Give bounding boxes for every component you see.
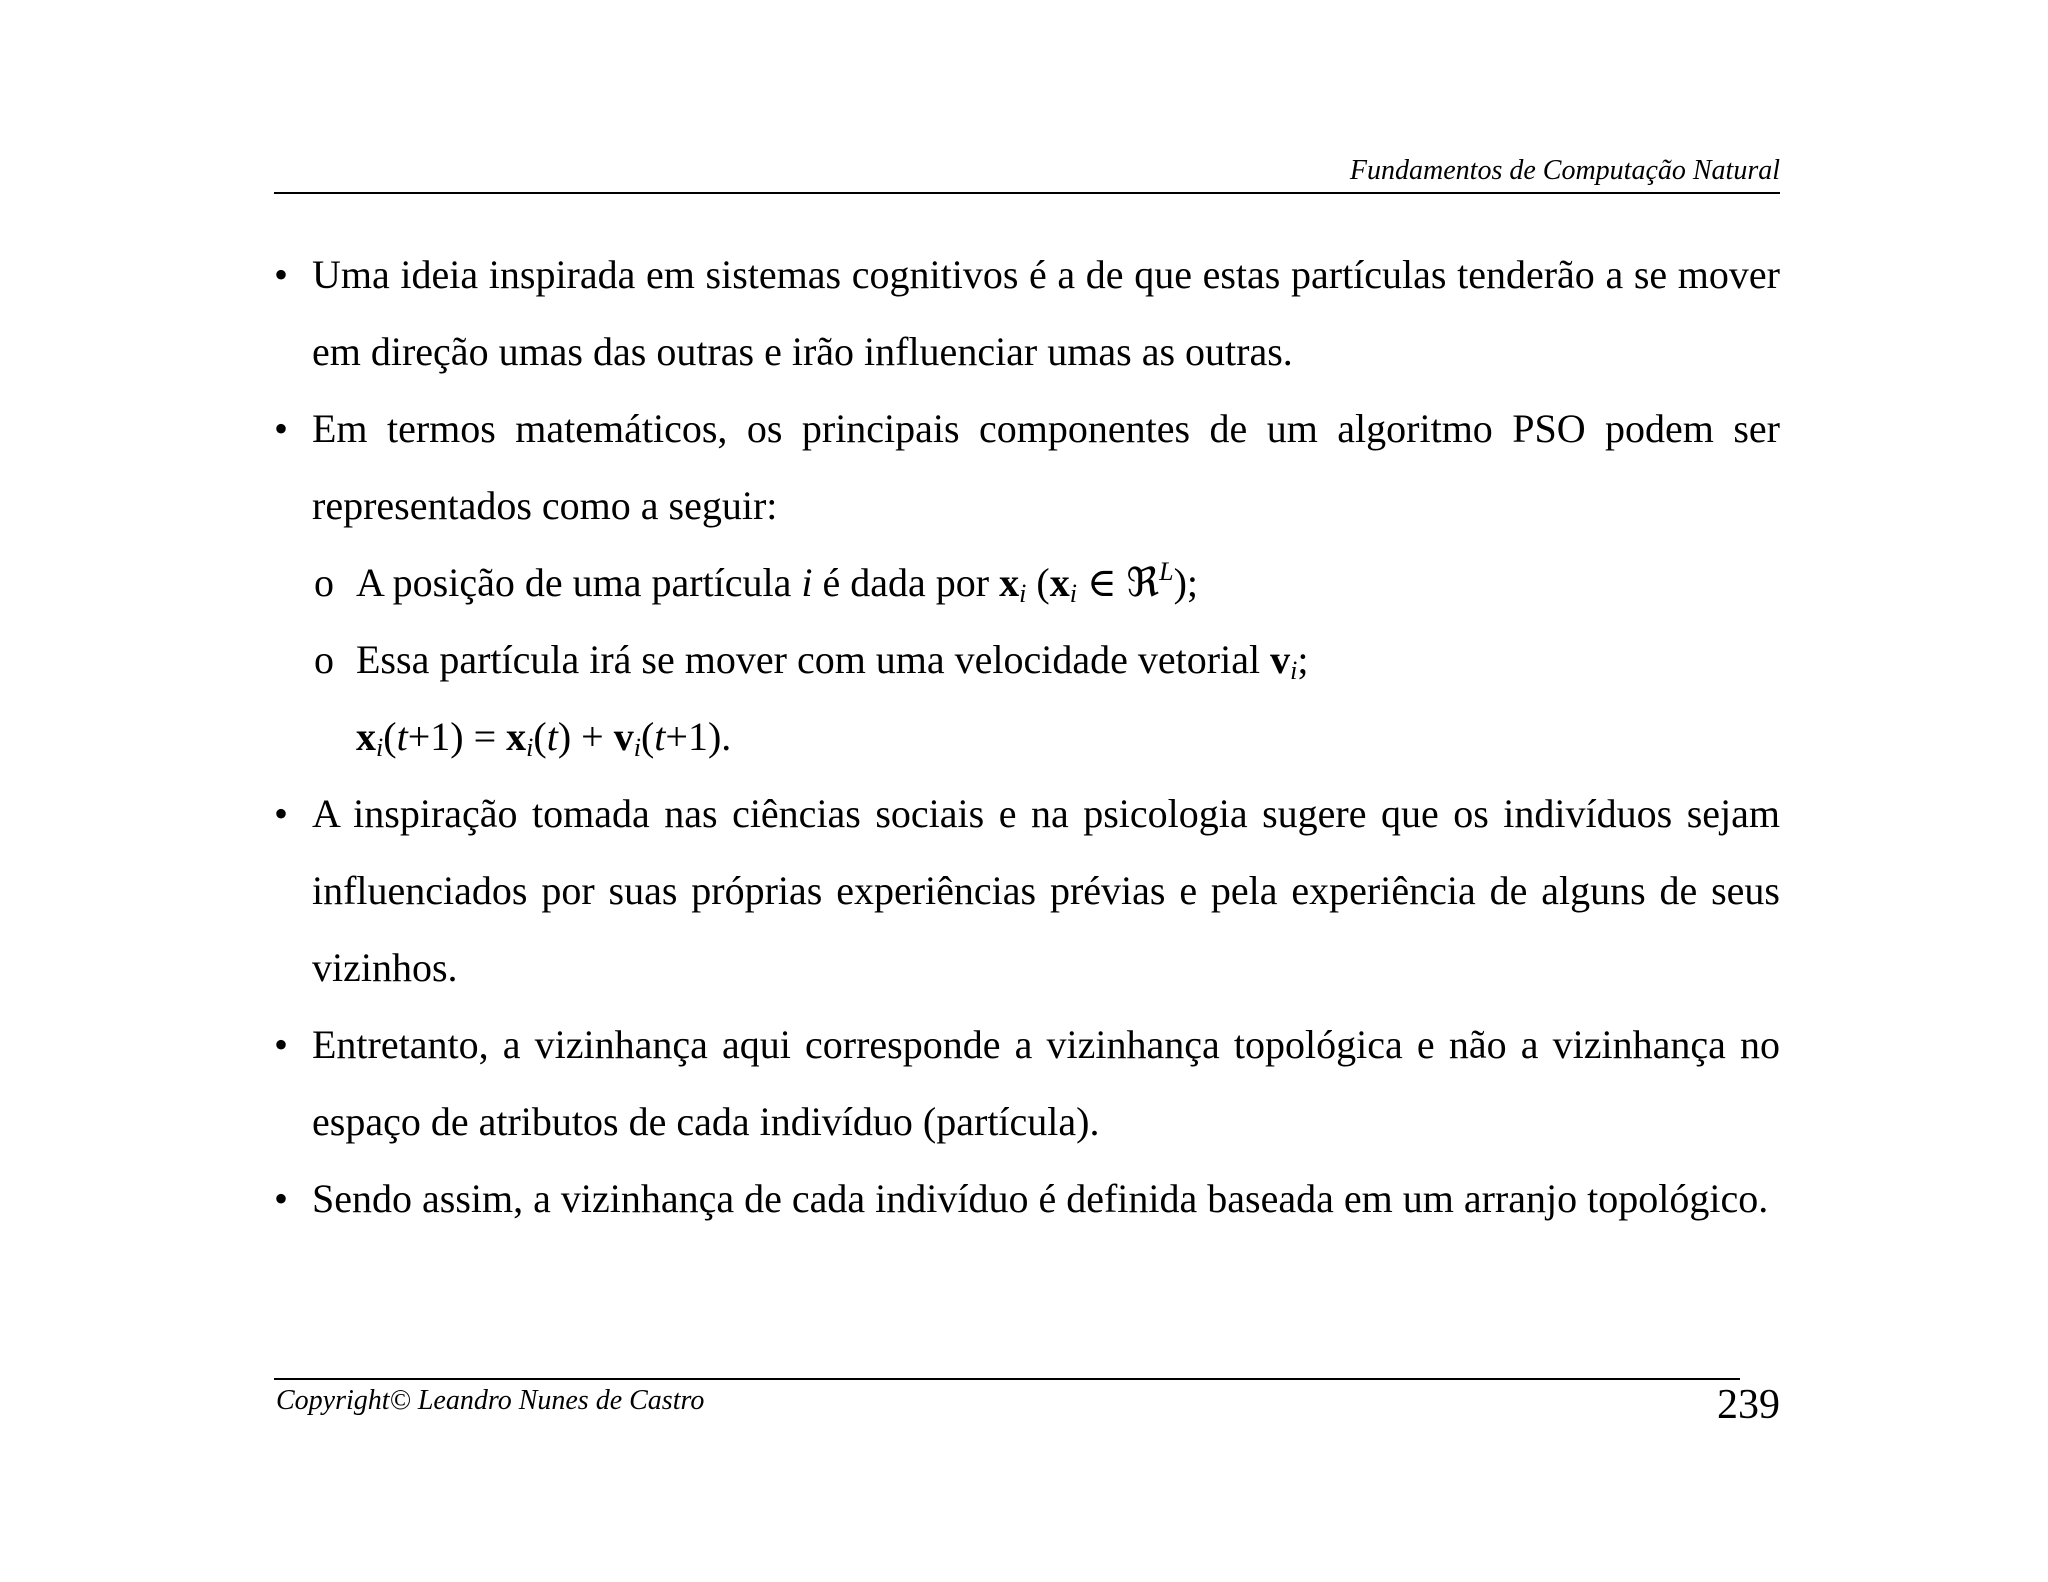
bullet-dot-icon: • <box>274 252 289 297</box>
vector-x: x <box>1049 560 1070 605</box>
bullet-dot-icon: • <box>274 791 289 836</box>
bullet-paragraph-3 <box>274 775 1780 1006</box>
subscript-i: i <box>1019 579 1027 608</box>
page-number: 239 <box>1717 1382 1780 1428</box>
sub-text: ); <box>1173 560 1199 605</box>
vector-x: x <box>999 560 1020 605</box>
paragraph-text: Entretanto, a vizinhança aqui corresponde a vizinhança topológica e não a vizinhança no espaço de atributos de cada indivíduo (partícula). <box>312 1022 1780 1144</box>
formula-text: ( <box>383 714 397 759</box>
sub-text: ; <box>1297 637 1309 682</box>
bullet-paragraph-2 <box>274 390 1780 544</box>
sub-text: Essa partícula irá se mover com uma velocidade vetorial <box>356 637 1271 682</box>
paragraph-text: A inspiração tomada nas ciências sociais e na psicologia sugere que os indivíduos sejam influenciados por suas próprias experiências prévias e pela experiência de alguns de seus vizinhos. <box>312 791 1780 990</box>
paragraph-text: Uma ideia inspirada em sistemas cognitivos é a de que estas partículas tenderão a se mover em direção umas das outras e irão influenciar umas as outras. <box>312 252 1780 374</box>
formula-text: +1) = <box>407 714 507 759</box>
page-body <box>274 236 1780 1237</box>
sub-bullet-circle-icon: o <box>314 560 334 605</box>
bullet-paragraph-1 <box>274 236 1780 390</box>
variable-t: t <box>396 714 408 759</box>
sub-text: A posição de uma partícula <box>356 560 802 605</box>
bullet-dot-icon: • <box>274 1022 289 1067</box>
sub-text: ∈ ℜ <box>1076 560 1160 605</box>
running-header: Fundamentos de Computação Natural <box>1349 155 1780 186</box>
footer-rule <box>274 1378 1740 1380</box>
sub-bullet-position <box>274 544 1780 621</box>
variable-t: t <box>546 714 558 759</box>
formula-text: ( <box>533 714 547 759</box>
header-rule <box>274 192 1780 194</box>
formula-text: ( <box>640 714 655 759</box>
paragraph-text: Em termos matemáticos, os principais componentes de um algoritmo PSO podem ser representados como a seguir: <box>312 406 1780 528</box>
vector-v: v <box>613 714 634 759</box>
copyright-notice: Copyright© Leandro Nunes de Castro <box>276 1385 705 1416</box>
sub-bullet-velocity <box>274 621 1780 698</box>
bullet-paragraph-5 <box>274 1160 1780 1237</box>
formula-text: ) + <box>557 714 614 759</box>
variable-t: t <box>654 714 666 759</box>
bullet-dot-icon: • <box>274 406 289 451</box>
variable-i: i <box>801 560 813 605</box>
subscript-i: i <box>1069 579 1077 608</box>
subscript-i: i <box>526 733 534 762</box>
vector-x: x <box>356 714 376 759</box>
vector-x: x <box>506 714 527 759</box>
bullet-dot-icon: • <box>274 1176 289 1221</box>
subscript-i: i <box>1290 656 1298 685</box>
sub-text: é dada por <box>812 560 1000 605</box>
subscript-i: i <box>376 733 384 762</box>
vector-v: v <box>1270 637 1291 682</box>
sub-text: ( <box>1026 560 1050 605</box>
subscript-i: i <box>633 733 641 762</box>
bullet-paragraph-4 <box>274 1006 1780 1160</box>
formula-text: +1). <box>665 714 732 759</box>
superscript-L: L <box>1159 557 1174 586</box>
position-update-formula <box>274 698 1780 775</box>
paragraph-text: Sendo assim, a vizinhança de cada indivíduo é definida baseada em um arranjo topológico. <box>312 1176 1769 1221</box>
sub-bullet-circle-icon: o <box>314 637 334 682</box>
